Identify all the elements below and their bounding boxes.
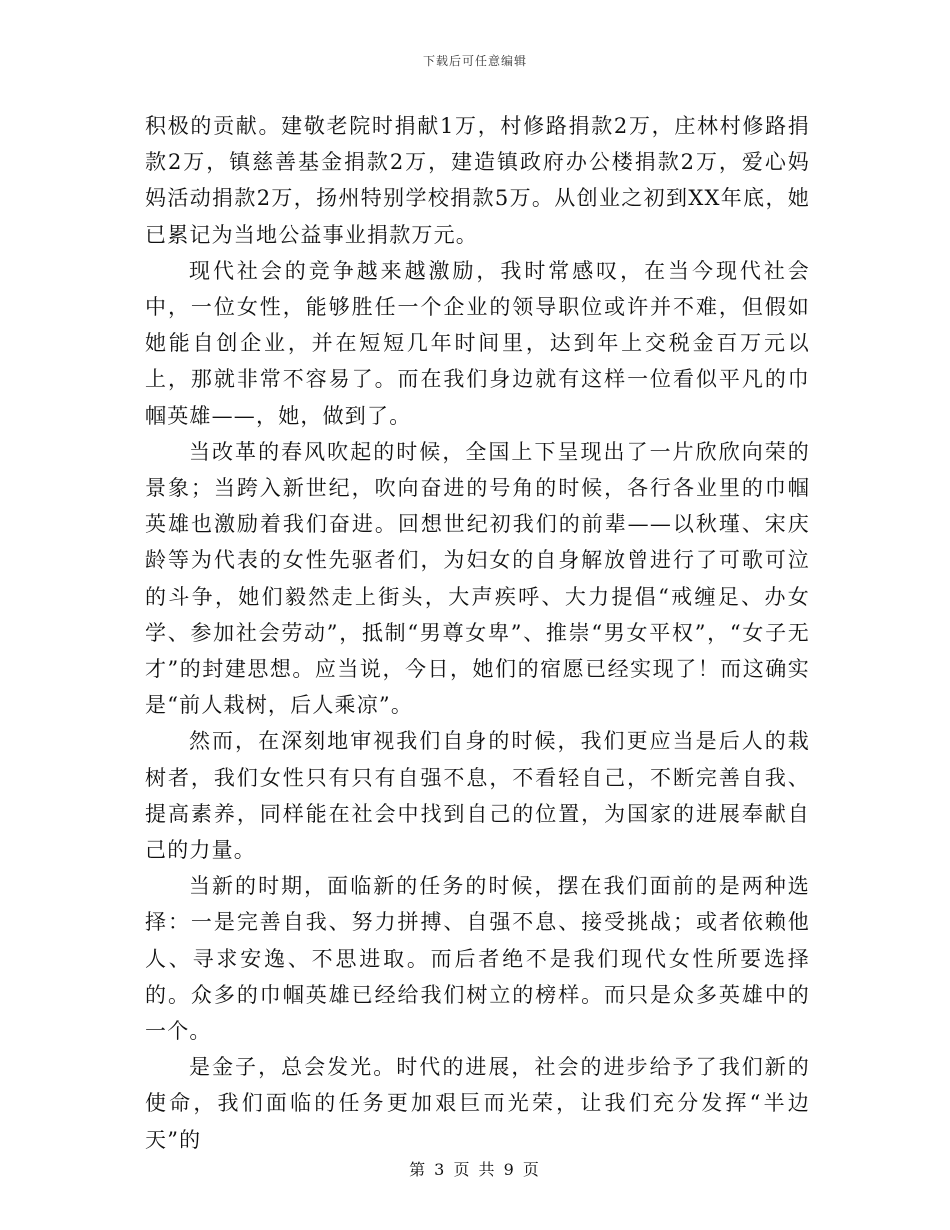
paragraph: 是金子，总会发光。时代的进展，社会的进步给予了我们新的使命，我们面临的任务更加艰巨而光荣，让我们充分发挥“半边天”的	[145, 1055, 810, 1152]
paragraph: 当新的时期，面临新的任务的时候，摆在我们面前的是两种选择：一是完善自我、努力拼搏、自强不息、接受挑战；或者依赖他人、寻求安逸、不思进取。而后者绝不是我们现代女性所要选择的。众多的巾帼英雄已经给我们树立的榜样。而只是众多英雄中的一个。	[145, 874, 810, 1044]
page-number-footer: 第 3 页 共 9 页	[409, 1160, 541, 1179]
paragraph: 然而，在深刻地审视我们自身的时候，我们更应当是后人的栽树者，我们女性只有只有自强不息，不看轻自己，不断完善自我、提高素养，同样能在社会中找到自己的位置，为国家的进展奉献自己的力量。	[145, 729, 810, 863]
paragraph: 当改革的春风吹起的时候，全国上下呈现出了一片欣欣向荣的景象；当跨入新世纪，吹向奋进的号角的时候，各行各业里的巾帼英雄也激励着我们奋进。回想世纪初我们的前辈——以秋瑾、宋庆龄等为代表的女性先驱者们，为妇女的自身解放曾进行了可歌可泣的斗争，她们毅然走上街头，大声疾呼、大力提倡“戒缠足、办女学、参加社会劳动”，抵制“男尊女卑”、推崇“男女平权”，“女子无才”的封建思想。应当说，今日，她们的宿愿已经实现了！而这确实是“前人栽树，后人乘凉”。	[145, 439, 810, 718]
page-header: 下载后可任意编辑	[422, 54, 527, 68]
paragraph: 现代社会的竞争越来越激励，我时常感叹，在当今现代社会中，一位女性，能够胜任一个企业的领导职位或许并不难，但假如她能自创企业，并在短短几年时间里，达到年上交税金百万元以上，那就非常不容易了。而在我们身边就有这样一位看似平凡的巾帼英雄——，她，做到了。	[145, 258, 810, 428]
paragraph-continuation: 积极的贡献。建敬老院时捐献1万，村修路捐款2万，庄林村修路捐款2万，镇慈善基金捐款2万，建造镇政府办公楼捐款2万，爱心妈妈活动捐款2万，扬州特别学校捐款5万。从创业之初到XX年底，她已累记为当地公益事业捐款万元。	[145, 114, 810, 247]
document-body	[145, 108, 810, 1158]
